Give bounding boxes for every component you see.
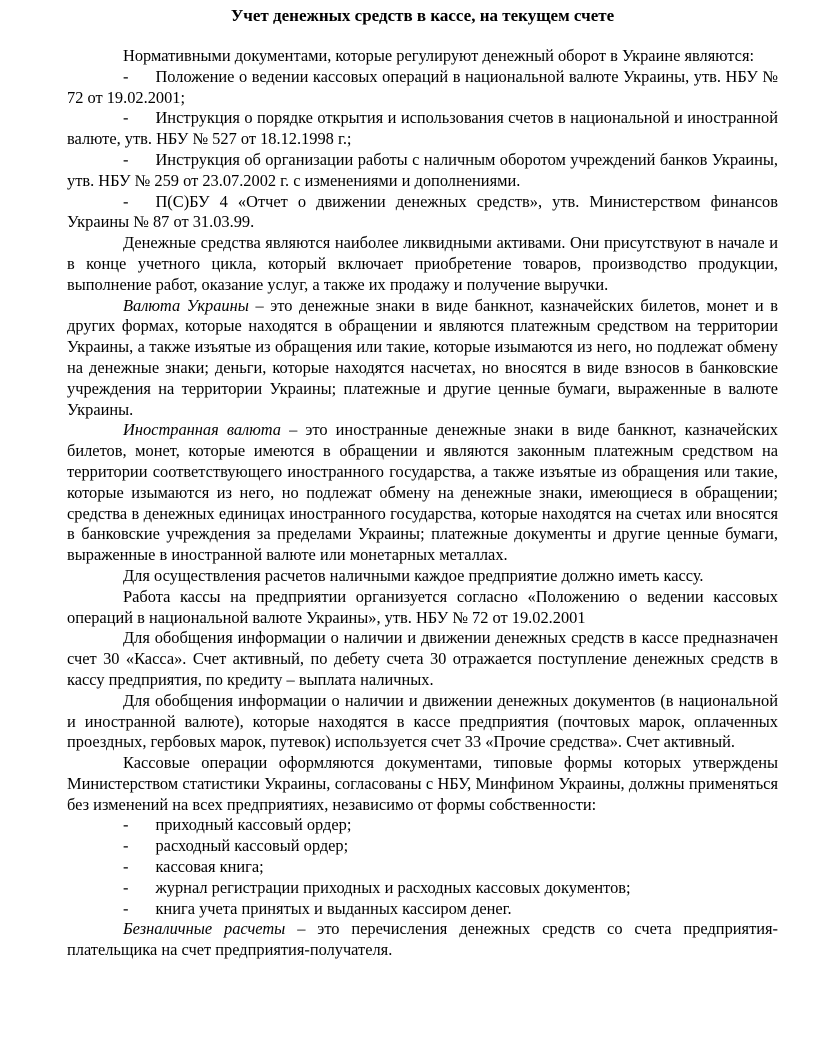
paragraph: Валюта Украины – это денежные знаки в виде банкнот, казначейских билетов, монет и в других формах, которые находятся в обращении и являются платежным средством на территории Украины, а также изъятые из обращения или такие, которые изымаются из него, но подлежат обмену на денежные знаки; деньги, которые находятся насчетах, но вносятся в виде взносов в банковские учреждения на территории Украины; платежные и другие ценные бумаги, выраженные в валюте Украины. [67, 295, 778, 419]
list-dash-marker: - [123, 191, 129, 211]
paragraph: Безналичные расчеты – это перечисления денежных средств со счета предприятия-плательщика на счет предприятия-получателя. [67, 919, 779, 960]
list-dash-marker: - [123, 66, 129, 86]
list-item [67, 815, 778, 836]
list-dash-marker: - [123, 877, 129, 897]
document-title: Учет денежных средств в кассе, на текущем счете [230, 6, 615, 25]
list-dash-marker: - [123, 815, 129, 835]
document-body [67, 46, 778, 961]
list-item [67, 836, 778, 857]
list-item-text: журнал регистрации приходных и расходных кассовых документов; [155, 877, 631, 897]
list-dash-marker: - [123, 857, 129, 877]
paragraph: Работа кассы на предприятии организуется согласно «Положению о ведении кассовых операций в национальной валюте Украины», утв. НБУ № 72 от 19.02.2001 [67, 586, 778, 627]
paragraph: Для обобщения информации о наличии и движении денежных документов (в национальной и иностранной валюте), которые находятся в кассе предприятия (почтовых марок, оплаченных проездных, гербовых марок, путевок) используется счет 33 «Прочие средства». Счет активный. [67, 690, 778, 752]
list-item-text: Положение о ведении кассовых операций в национальной валюте Украины, утв. НБУ № 72 от 19.02.2001; [67, 66, 778, 107]
term-italic: Валюта Украины [123, 295, 249, 315]
term-italic: Безналичные расчеты [123, 919, 286, 939]
list-item-text: кассовая книга; [155, 857, 264, 877]
paragraph: Для обобщения информации о наличии и движении денежных средств в кассе предназначен счет 30 «Касса». Счет активный, по дебету счета 30 отражается поступление денежных средств в кассу предприятия, по кредиту – выплата наличных. [67, 628, 778, 689]
list-item [67, 108, 778, 150]
list-item-text: книга учета принятых и выданных кассиром денег. [155, 898, 512, 918]
list-item [67, 150, 778, 192]
term-italic: Иностранная валюта [123, 420, 281, 440]
paragraph: Кассовые операции оформляются документами, типовые формы которых утверждены Министерством статистики Украины, согласованы с НБУ, Минфином Украины, должны применяться без изменений на всех предприятиях, независимо от формы собственности: [67, 753, 778, 814]
paragraph: Иностранная валюта – это иностранные денежные знаки в виде банкнот, казначейских билетов, монет, которые имеются в обращении и являются законным платежным средством на территории соответствующего иностранного государства, а также изъятые из обращения или такие, которые изымаются из него, но подлежат обмену на денежные знаки, имеющиеся в обращении; средства в денежных единицах иностранного государства, которые находятся на счетах или вносятся в банковские учреждения за пределами Украины; платежные документы и другие ценные бумаги, выраженные в иностранной валюте или монетарных металлах. [67, 420, 778, 565]
list-item [67, 857, 778, 878]
list-dash-marker: - [123, 108, 129, 128]
list-item [67, 192, 778, 234]
list-item-text: П(С)БУ 4 «Отчет о движении денежных средств», утв. Министерством финансов Украины № 87 от 31.03.99. [67, 191, 778, 232]
paragraph: Для осуществления расчетов наличными каждое предприятие должно иметь кассу. [123, 565, 704, 585]
list-item-text: Инструкция об организации работы с наличным оборотом учреждений банков Украины, утв. НБУ № 259 от 23.07.2002 г. с изменениями и дополнениями. [67, 149, 778, 190]
list-item [67, 878, 778, 899]
list-item-text: Инструкция о порядке открытия и использования счетов в национальной и иностранной валюте, утв. НБУ № 527 от 18.12.1998 г.; [67, 108, 778, 149]
list-dash-marker: - [123, 836, 129, 856]
list-dash-marker: - [123, 898, 129, 918]
list-item-text: расходный кассовый ордер; [155, 836, 349, 856]
list-item [67, 67, 778, 109]
list-item [67, 899, 778, 920]
list-dash-marker: - [123, 149, 129, 169]
paragraph: Денежные средства являются наиболее ликвидными активами. Они присутствуют в начале и в конце учетного цикла, который включает приобретение товаров, производство продукции, выполнение работ, оказание услуг, а также их продажу и получение выручки. [67, 233, 778, 294]
paragraph: Нормативными документами, которые регулируют денежный оборот в Украине являются: [123, 46, 755, 65]
list-item-text: приходный кассовый ордер; [155, 815, 352, 835]
